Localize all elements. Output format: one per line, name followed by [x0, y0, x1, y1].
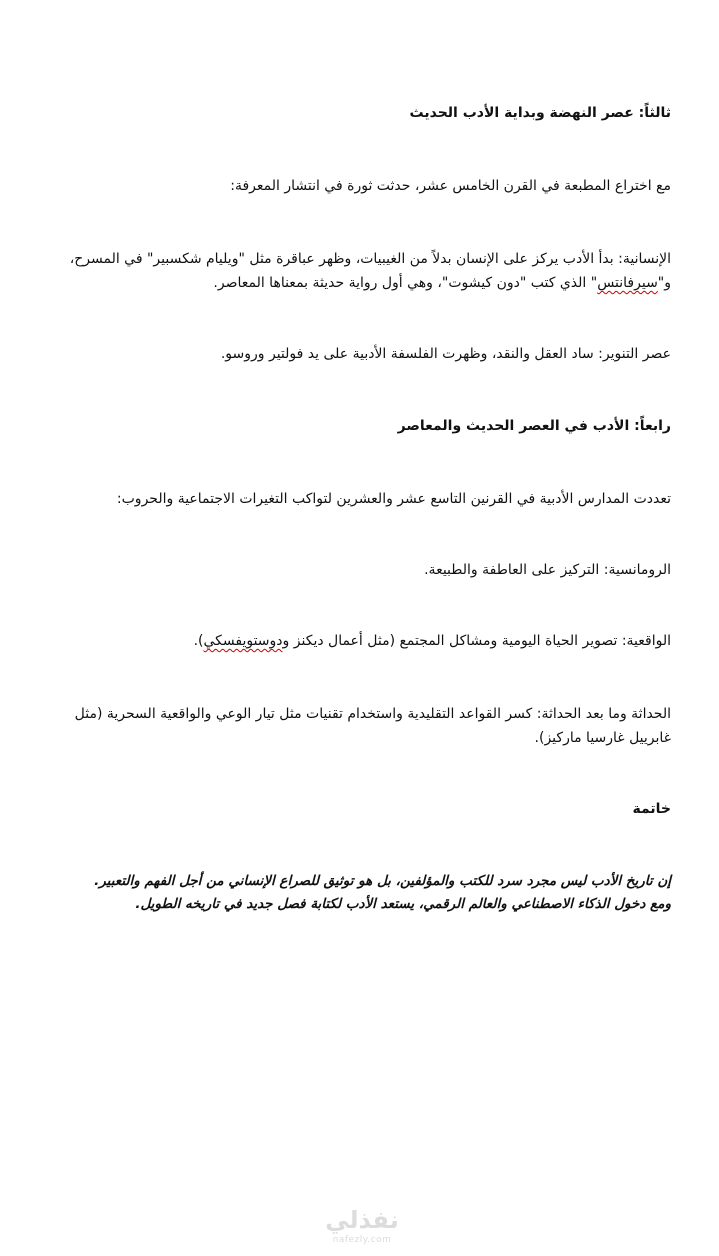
- humanism-paragraph: [40, 247, 671, 295]
- conclusion-line-1: إن تاريخ الأدب ليس مجرد سرد للكتب والمؤلفين، بل هو توثيق للصراع الإنساني من أجل الفهم والتعبير.: [94, 873, 671, 889]
- section4-title: رابعاً: الأدب في العصر الحديث والمعاصر: [397, 418, 671, 434]
- nafezly-watermark: [312, 1206, 412, 1250]
- realism-text-start: الواقعية: تصوير الحياة اليومية ومشاكل المجتمع (مثل أعمال ديكنز و: [282, 633, 671, 649]
- section4-intro: تعددت المدارس الأدبية في القرنين التاسع عشر والعشرين لتواكب التغيرات الاجتماعية والحروب:: [116, 491, 671, 507]
- enlightenment-paragraph: عصر التنوير: ساد العقل والنقد، وظهرت الفلسفة الأدبية على يد فولتير وروسو.: [220, 346, 671, 362]
- conclusion-title: خاتمة: [632, 801, 671, 817]
- watermark-url: nafezly.com: [332, 1235, 392, 1245]
- section3-intro: مع اختراع المطبعة في القرن الخامس عشر، حدثت ثورة في انتشار المعرفة:: [230, 178, 671, 194]
- spellcheck-word-dostoevsky: دوستويفسكي: [203, 633, 283, 649]
- section3-title: ثالثاً: عصر النهضة وبداية الأدب الحديث: [409, 105, 671, 121]
- humanism-text-end: " الذي كتب "دون كيشوت"، وهي أول رواية حديثة بمعناها المعاصر.: [213, 275, 598, 291]
- conclusion-line-2: ومع دخول الذكاء الاصطناعي والعالم الرقمي، يستعد الأدب لكتابة فصل جديد في تاريخه الطويل.: [135, 896, 671, 912]
- humanism-text-start: الإنسانية: بدأ الأدب يركز على الإنسان بدلاً من الغيبيات، وظهر عباقرة مثل "ويليام شكسبير" في المسرح، و": [69, 251, 671, 291]
- romanticism-paragraph: الرومانسية: التركيز على العاطفة والطبيعة.: [424, 562, 671, 578]
- realism-text-end: ).: [193, 633, 204, 649]
- modernism-paragraph: الحداثة وما بعد الحداثة: كسر القواعد التقليدية واستخدام تقنيات مثل تيار الوعي والواقعية السحرية (مثل غابرييل غارسيا ماركيز).: [74, 706, 671, 746]
- spellcheck-word-cervantes: سيرفانتس: [597, 275, 658, 291]
- watermark-logo-text: نفذلي: [325, 1206, 399, 1234]
- realism-paragraph: [40, 629, 671, 653]
